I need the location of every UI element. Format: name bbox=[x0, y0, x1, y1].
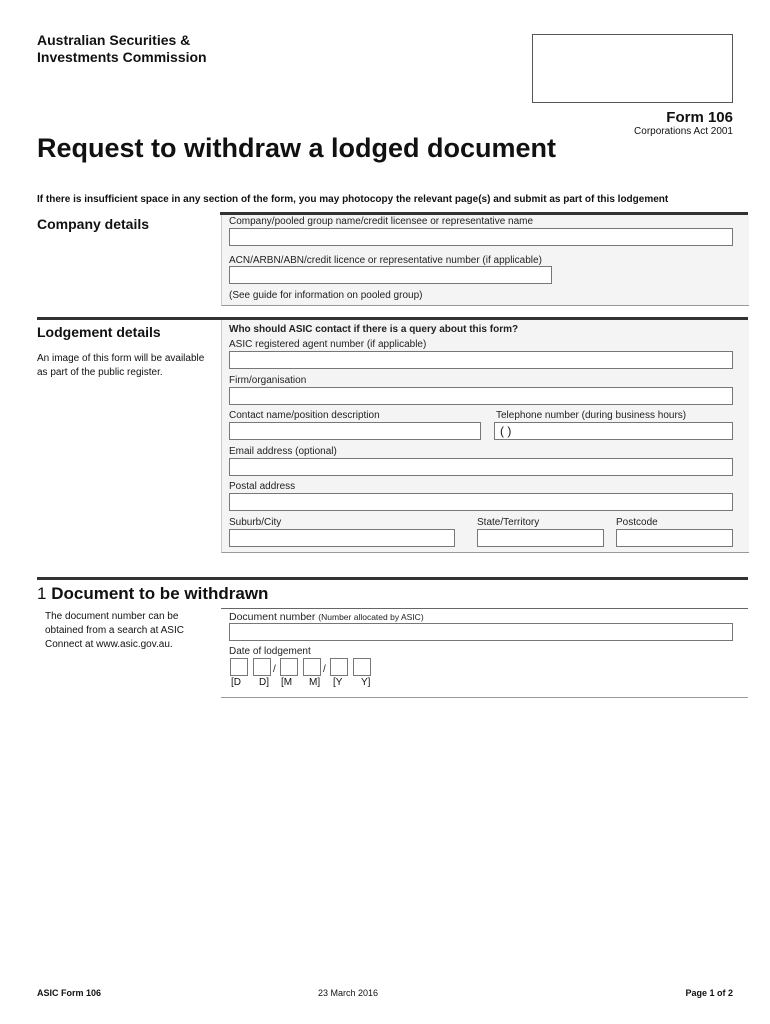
postcode-label: Postcode bbox=[616, 517, 658, 528]
company-name-label: Company/pooled group name/credit licensee or representative name bbox=[229, 216, 534, 227]
suburb-label: Suburb/City bbox=[229, 517, 282, 528]
acn-input[interactable] bbox=[229, 266, 552, 284]
lodgement-heading: Lodgement details bbox=[37, 324, 161, 340]
company-name-input[interactable] bbox=[229, 228, 733, 246]
postal-input[interactable] bbox=[229, 493, 733, 511]
org-name-line1: Australian Securities & bbox=[37, 32, 191, 48]
form-number: Form 106 bbox=[666, 109, 733, 126]
lodgement-side-note: An image of this form will be available as part of the public register. bbox=[37, 353, 205, 378]
area-code-parens: ( ) bbox=[500, 424, 512, 438]
date-label: Date of lodgement bbox=[229, 646, 311, 657]
doc-number-label: Document number bbox=[229, 611, 316, 623]
section1-side-note: The document number can be obtained from a search at ASIC Connect at www.asic.gov.au. bbox=[45, 611, 184, 650]
acn-label: ACN/ARBN/ABN/credit licence or representative number (if applicable) bbox=[229, 255, 542, 266]
contact-input[interactable] bbox=[229, 422, 481, 440]
firm-input[interactable] bbox=[229, 387, 733, 405]
date-hint: [D bbox=[231, 677, 241, 688]
firm-label: Firm/organisation bbox=[229, 375, 307, 386]
page-title: Request to withdraw a lodged document bbox=[37, 133, 557, 163]
section-number: 1 bbox=[37, 584, 47, 603]
state-input[interactable] bbox=[477, 529, 604, 547]
date-day-1[interactable] bbox=[230, 658, 248, 676]
date-month-2[interactable] bbox=[303, 658, 321, 676]
postal-label: Postal address bbox=[229, 481, 296, 492]
footer-form: ASIC Form 106 bbox=[37, 988, 102, 998]
guide-note: (See guide for information on pooled group) bbox=[229, 290, 423, 301]
date-year-2[interactable] bbox=[353, 658, 371, 676]
date-day-2[interactable] bbox=[253, 658, 271, 676]
agent-input[interactable] bbox=[229, 351, 733, 369]
email-label: Email address (optional) bbox=[229, 446, 337, 457]
section-title: Document to be withdrawn bbox=[51, 584, 269, 603]
doc-number-input[interactable] bbox=[229, 623, 733, 641]
date-hint: [M bbox=[281, 677, 293, 688]
suburb-input[interactable] bbox=[229, 529, 455, 547]
org-name-line2: Investments Commission bbox=[37, 49, 207, 65]
footer-page: Page 1 of 2 bbox=[685, 988, 733, 998]
phone-label: Telephone number (during business hours) bbox=[496, 410, 687, 421]
divider bbox=[37, 577, 748, 580]
section1-heading bbox=[37, 584, 268, 604]
state-label: State/Territory bbox=[477, 517, 540, 528]
agent-label: ASIC registered agent number (if applicable) bbox=[229, 339, 427, 350]
date-hint: M] bbox=[309, 677, 321, 688]
date-hint: [Y bbox=[333, 677, 343, 688]
contact-label: Contact name/position description bbox=[229, 410, 380, 421]
contact-question: Who should ASIC contact if there is a query about this form? bbox=[229, 324, 519, 335]
date-separator: / bbox=[323, 664, 326, 675]
company-heading: Company details bbox=[37, 216, 150, 232]
phone-input[interactable] bbox=[494, 422, 733, 440]
date-hint: D] bbox=[259, 677, 269, 688]
doc-number-hint: (Number allocated by ASIC) bbox=[318, 612, 424, 622]
email-input[interactable] bbox=[229, 458, 733, 476]
date-separator: / bbox=[273, 664, 276, 675]
date-month-1[interactable] bbox=[280, 658, 298, 676]
act-name: Corporations Act 2001 bbox=[634, 126, 733, 137]
date-hint: Y] bbox=[361, 677, 371, 688]
footer-date: 23 March 2016 bbox=[318, 988, 379, 998]
postcode-input[interactable] bbox=[616, 529, 733, 547]
office-use-box bbox=[532, 34, 733, 103]
instruction: If there is insufficient space in any section of the form, you may photocopy the relevant page(s) and submit as part of this lodgement bbox=[37, 194, 669, 205]
date-year-1[interactable] bbox=[330, 658, 348, 676]
